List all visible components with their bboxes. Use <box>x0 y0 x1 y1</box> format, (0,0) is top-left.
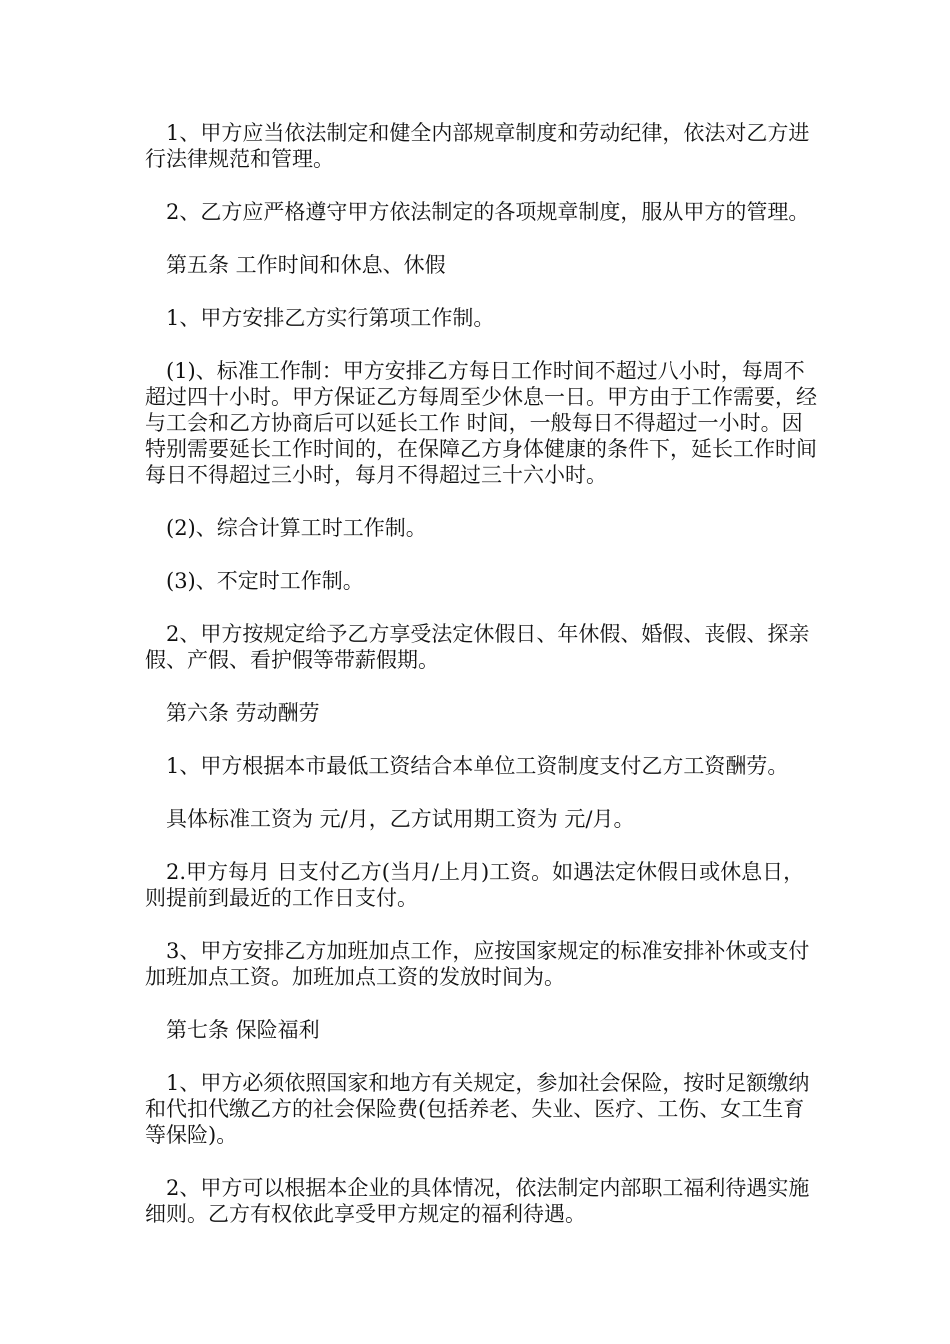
clause-paragraph: (2)、综合计算工时工作制。 <box>166 516 427 540</box>
clause-paragraph: 具体标准工资为 元/月，乙方试用期工资为 元/月。 <box>166 807 635 831</box>
section-heading: 第七条 保险福利 <box>166 1018 320 1042</box>
clause-paragraph: 1、甲方应当依法制定和健全内部规章制度和劳动纪律，依法对乙方进行法律规范和管理。 <box>145 121 810 171</box>
clause-paragraph: (1)、标准工作制：甲方安排乙方每日工作时间不超过八小时，每周不超过四十小时。甲方保证乙方每周至少休息一日。甲方由于工作需要，经与工会和乙方协商后可以延长工作 时间，一般每日不得超过一小时。因特别需要延长工作时间的，在保障乙方身体健康的条件下，延长工作时间每日不得超过三小时，每月不得超过三十六小时。 <box>145 359 817 487</box>
section-heading: 第六条 劳动酬劳 <box>166 701 320 725</box>
clause-paragraph: 2、甲方可以根据本企业的具体情况，依法制定内部职工福利待遇实施细则。乙方有权依此享受甲方规定的福利待遇。 <box>145 1176 810 1226</box>
clause-paragraph: 2.甲方每月 日支付乙方(当月/上月)工资。如遇法定休假日或休息日，则提前到最近的工作日支付。 <box>145 860 805 910</box>
section-heading: 第五条 工作时间和休息、休假 <box>166 253 446 277</box>
clause-paragraph: (3)、不定时工作制。 <box>166 569 364 593</box>
clause-paragraph: 3、甲方安排乙方加班加点工作，应按国家规定的标准安排补休或支付加班加点工资。加班加点工资的发放时间为。 <box>145 939 810 989</box>
clause-paragraph: 2、甲方按规定给予乙方享受法定休假日、年休假、婚假、丧假、探亲假、产假、看护假等带薪假期。 <box>145 622 810 672</box>
clause-paragraph: 1、甲方必须依照国家和地方有关规定，参加社会保险，按时足额缴纳和代扣代缴乙方的社会保险费(包括养老、失业、医疗、工伤、女工生育等保险)。 <box>145 1071 810 1147</box>
clause-paragraph: 1、甲方安排乙方实行第项工作制。 <box>166 306 495 330</box>
clause-paragraph: 1、甲方根据本市最低工资结合本单位工资制度支付乙方工资酬劳。 <box>166 754 789 778</box>
document-body <box>145 120 817 1254</box>
clause-paragraph: 2、乙方应严格遵守甲方依法制定的各项规章制度，服从甲方的管理。 <box>166 200 810 224</box>
